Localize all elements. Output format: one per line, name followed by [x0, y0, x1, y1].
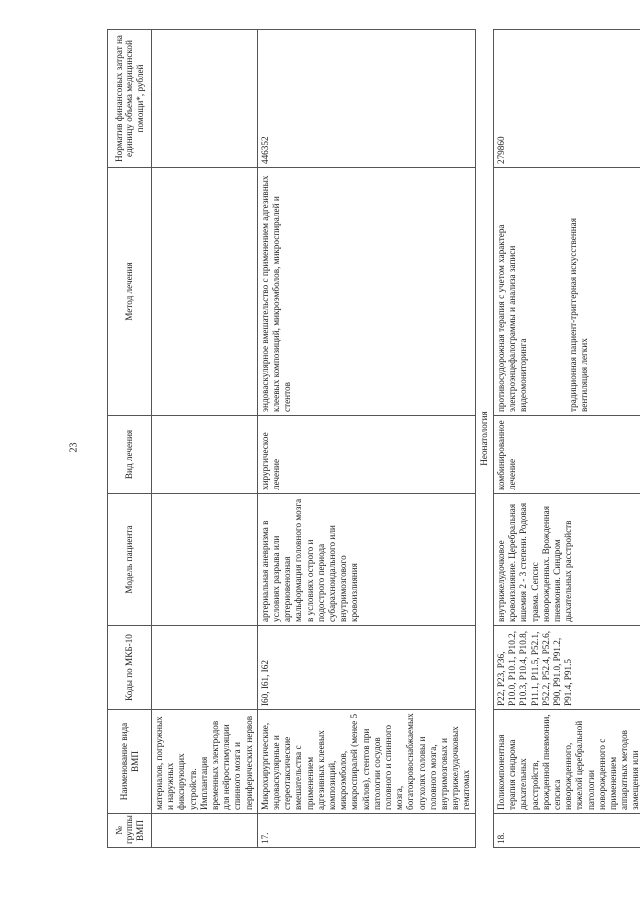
table-row — [152, 30, 258, 848]
row-icd-codes — [152, 626, 258, 710]
rotated-table-sheet — [107, 30, 640, 848]
row-treatment-method — [152, 168, 258, 416]
row-number — [152, 814, 258, 848]
row-number: 18. — [493, 814, 640, 848]
row-treatment-method: эндоваскулярное вмешательство с применением адгезивных клеевых композиций, микроэмболов, микроспиралей и стентов — [257, 168, 475, 416]
header-icd-codes: Коды по МКБ-10 — [108, 626, 152, 710]
page-number: 23 — [68, 442, 80, 453]
header-treatment-type: Вид лечения — [108, 416, 152, 494]
method-line-1: противосудорожная терапия с учетом характера электроэнцефалограммы и анализа записи видеомониторинга — [495, 224, 529, 412]
section-row — [475, 30, 493, 848]
row-vmp-name: материалов, погружных и наружных фиксирующих устройств. Имплантация временных электродов для нейростимуляции спинного мозга и периферических нервов — [152, 710, 258, 814]
row-vmp-name: Микрохирургические, эндоваскулярные и стереотаксические вмешательства с применением адгезивных клеевых композиций, микроэмболов, микроспиралей (менее 5 койлов), стентов при патологии сосудов головного и спинного мозга, богатокровоснабжаемых опухолях головы и головного мозга, внутримозговых и внутрижелудочковых гематомах — [257, 710, 475, 814]
header-patient-model: Модель пациента — [108, 494, 152, 626]
header-treatment-method: Метод лечения — [108, 168, 152, 416]
row-financial-norm: 279860 — [493, 30, 640, 168]
header-vmp-name: Наименование вида ВМП — [108, 710, 152, 814]
row-treatment-type: комбинированное лечение — [493, 416, 640, 494]
header-group-number: № группы ВМП — [108, 814, 152, 848]
row-financial-norm — [152, 30, 258, 168]
row-vmp-name: Поликомпонентная терапия синдрома дыхательных расстройств, врожденной пневмонии, сепсиса новорожденного, тяжелой церебральной патологии новорожденного с применением аппаратных методов замещения или — [493, 710, 640, 814]
row-treatment-method — [493, 168, 640, 416]
row-treatment-type — [152, 416, 258, 494]
row-financial-norm: 446352 — [257, 30, 475, 168]
table-row — [257, 30, 475, 848]
section-title: Неонатология — [475, 30, 493, 848]
header-financial-norm: Норматив финансовых затрат на единицу объема медицинской помощи*, рублей — [108, 30, 152, 168]
row-icd-codes: I60, I61, I62 — [257, 626, 475, 710]
row-patient-model: артериальная аневризма в условиях разрыва или артериовенозная мальформация головного мозга в условиях острого и подострого периода субарахноидального или внутримозгового кровоизлияния — [257, 494, 475, 626]
table-header-row — [108, 30, 152, 848]
vmp-table — [107, 29, 640, 848]
row-icd-codes: P22, P23, P36, P10.0, P10.1, P10.2, P10.3, P10.4, P10.8, P11.1, P11.5, P52.1, P52.2, P52.4, P52.6, P90, P91.0, P91.2, P91.4, P91.5 — [493, 626, 640, 710]
row-patient-model — [152, 494, 258, 626]
row-patient-model: внутрижелудочковое кровоизлияние. Церебральная ишемия 2 - 3 степени. Родовая травма. Сепсис новорожденных. Врожденная пневмония. Синдром дыхательных расстройств — [493, 494, 640, 626]
method-line-2: традиционная пациент-триггерная искусственная вентиляция легких — [567, 218, 589, 412]
table-row — [493, 30, 640, 848]
row-treatment-type: хирургическое лечение — [257, 416, 475, 494]
row-number: 17. — [257, 814, 475, 848]
